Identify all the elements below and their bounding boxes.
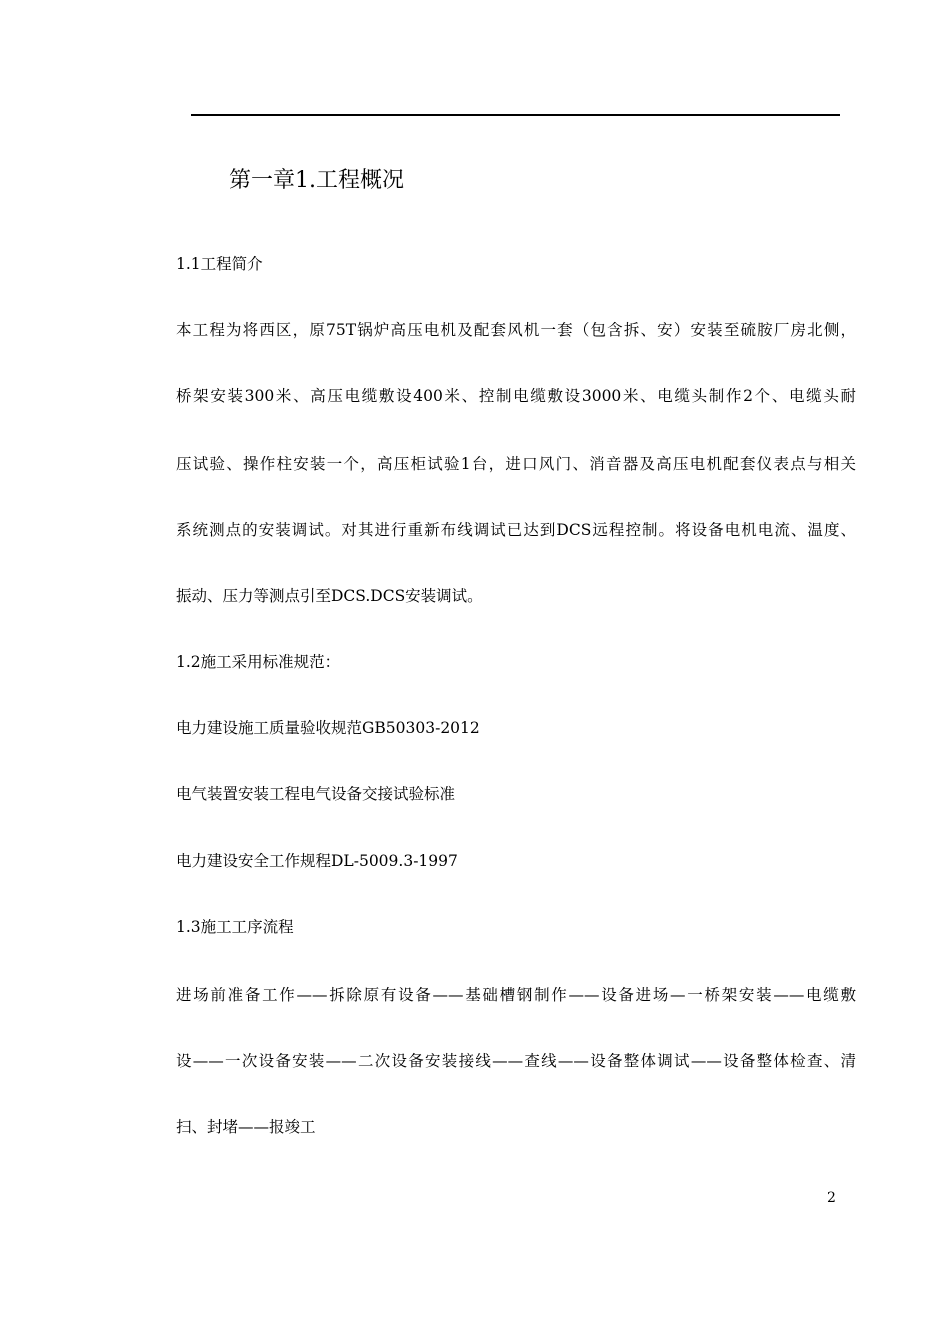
process-flow-line-2: 设——一次设备安装——二次设备安装接线——查线——设备整体调试——设备整体检查、清 (176, 1052, 856, 1070)
process-flow-line-3: 扫、封堵——报竣工 (176, 1118, 316, 1136)
section-1-1-line-4: 系统测点的安装调试。对其进行重新布线调试已达到DCS远程控制。将设备电机电流、温度、 (176, 521, 856, 539)
section-1-1-line-5: 振动、压力等测点引至DCS.DCS安装调试。 (176, 587, 483, 605)
section-1-1-line-1: 本工程为将西区，原75T锅炉高压电机及配套风机一套（包含拆、安）安装至硫胺厂房北侧， (176, 321, 856, 339)
standard-item-2: 电气装置安装工程电气设备交接试验标准 (176, 785, 456, 803)
section-1-2-heading: 1.2施工采用标准规范： (176, 653, 341, 671)
page-number: 2 (827, 1190, 836, 1206)
section-1-1-line-2: 桥架安装300米、高压电缆敷设400米、控制电缆敷设3000米、电缆头制作2个、电缆头耐 (176, 387, 856, 405)
standard-item-1: 电力建设施工质量验收规范GB50303-2012 (176, 719, 480, 737)
section-1-1-heading: 1.1工程简介 (176, 255, 263, 273)
section-1-1-line-3: 压试验、操作柱安装一个，高压柜试验1台，进口风门、消音器及高压电机配套仪表点与相关 (176, 455, 856, 473)
standard-item-3: 电力建设安全工作规程DL-5009.3-1997 (176, 852, 458, 870)
process-flow-line-1: 进场前准备工作——拆除原有设备——基础槽钢制作——设备进场—一桥架安装——电缆敷 (176, 986, 856, 1004)
chapter-title: 第一章1.工程概况 (229, 168, 404, 193)
section-1-3-heading: 1.3施工工序流程 (176, 918, 294, 936)
header-rule (191, 114, 840, 116)
